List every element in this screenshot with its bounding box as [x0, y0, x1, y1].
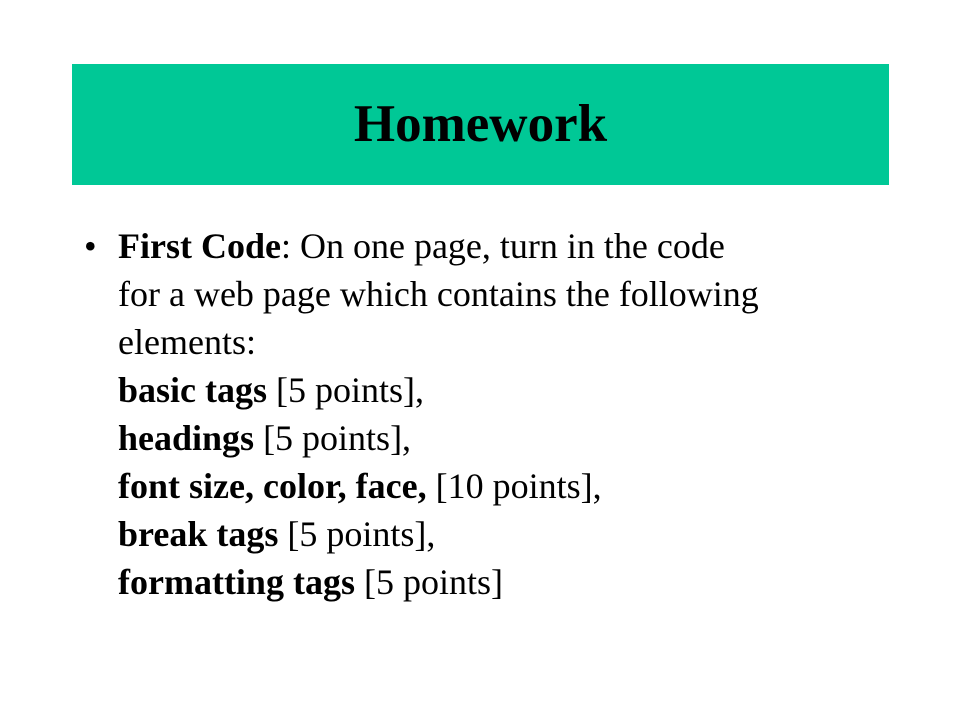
intro-label: First Code — [118, 226, 281, 266]
requirement-points: [5 points] — [354, 562, 503, 602]
requirement-points: [5 points], — [254, 418, 412, 458]
title-bar — [72, 64, 889, 185]
requirement-item — [118, 558, 884, 606]
requirement-name: headings — [118, 418, 255, 458]
requirement-name: basic tags — [118, 370, 268, 410]
requirement-item — [118, 414, 884, 462]
requirement-item — [118, 366, 884, 414]
requirement-name: break tags — [118, 514, 279, 554]
requirement-item — [118, 510, 884, 558]
requirement-name: formatting tags — [118, 562, 355, 602]
bullet-text — [118, 222, 884, 606]
bullet-item — [84, 222, 884, 606]
intro-line-3: elements: — [118, 322, 256, 362]
slide-title: Homework — [353, 95, 608, 153]
requirement-points: [10 points], — [426, 466, 602, 506]
bullet-icon: • — [84, 226, 97, 266]
intro-line-1 — [118, 222, 884, 270]
slide-content — [84, 222, 884, 606]
intro-line-2: for a web page which contains the following — [118, 274, 759, 314]
intro-text-1: : On one page, turn in the code — [280, 226, 725, 266]
requirement-points: [5 points], — [278, 514, 436, 554]
requirement-points: [5 points], — [267, 370, 425, 410]
requirement-item — [118, 462, 884, 510]
requirement-name: font size, color, face, — [118, 466, 427, 506]
